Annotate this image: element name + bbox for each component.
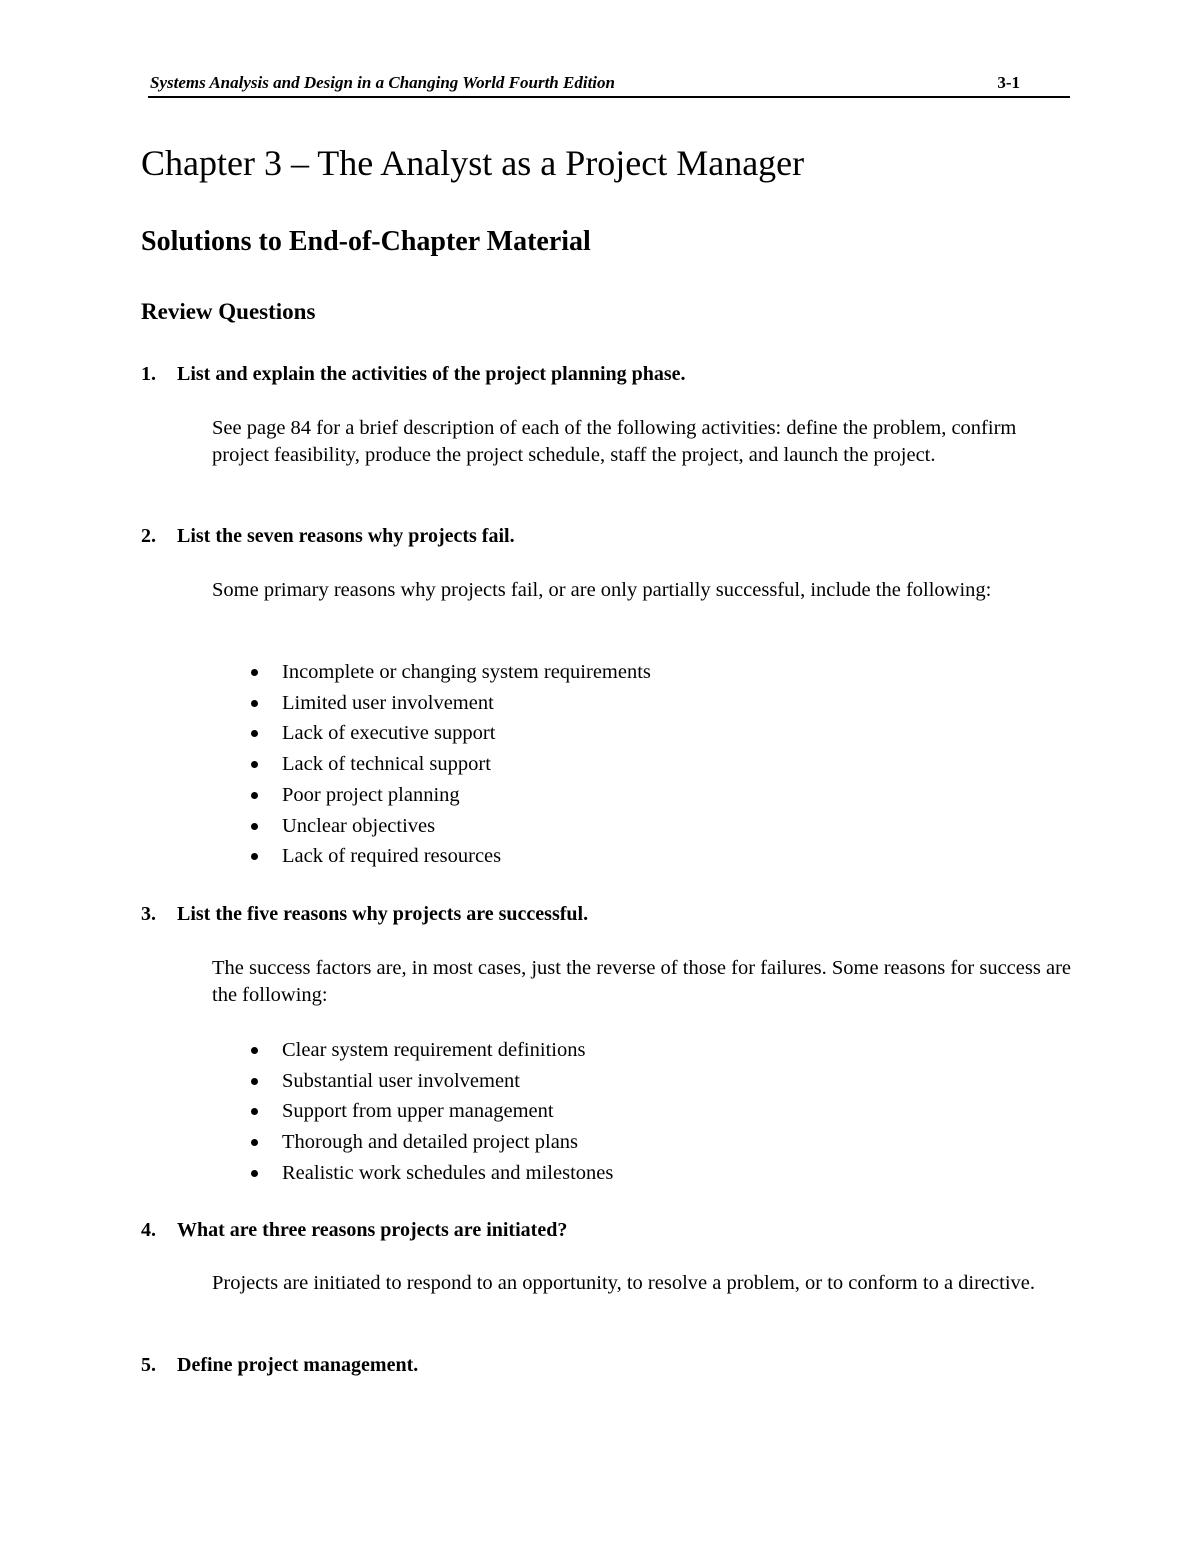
list-item (248, 718, 651, 749)
bullet-icon (251, 792, 258, 799)
list-item-text: Unclear objectives (282, 814, 436, 837)
list-item-text: Limited user involvement (282, 691, 494, 714)
question-text: List and explain the activities of the project planning phase. (177, 363, 686, 385)
list-item (248, 811, 651, 842)
question-1 (141, 361, 686, 388)
list-item-text: Incomplete or changing system requirements (282, 661, 651, 683)
bullet-icon (251, 700, 258, 707)
bullet-list-failure-reasons (248, 657, 651, 872)
list-item-text: Realistic work schedules and milestones (282, 1161, 614, 1184)
subsection-title: Review Questions (141, 299, 316, 324)
list-item (248, 688, 651, 719)
answer-4: Projects are initiated to respond to an opportunity, to resolve a problem, or to conform to a directive. (212, 1272, 1036, 1294)
question-text: List the seven reasons why projects fail. (177, 525, 515, 547)
bullet-icon (251, 823, 258, 830)
list-item (248, 1066, 613, 1097)
bullet-icon (251, 1108, 258, 1115)
list-item-text: Support from upper management (282, 1100, 554, 1123)
question-text: Define project management. (177, 1354, 419, 1376)
question-number: 1. (141, 363, 156, 385)
bullet-icon (251, 730, 258, 737)
list-item-text: Clear system requirement definitions (282, 1039, 586, 1061)
chapter-title: Chapter 3 – The Analyst as a Project Manager (141, 143, 805, 183)
list-item (248, 1158, 613, 1189)
question-text: List the five reasons why projects are successful. (177, 903, 589, 925)
bullet-list-success-reasons (248, 1035, 613, 1189)
answer-1: See page 84 for a brief description of each of the following activities: define the problem, confirm project feasibility, produce the project schedule, staff the project, and launch the project. (212, 417, 1017, 466)
list-item-text: Thorough and detailed project plans (282, 1131, 579, 1154)
bullet-icon (251, 669, 258, 676)
list-item-text: Substantial user involvement (282, 1069, 520, 1092)
list-item (248, 1127, 613, 1158)
list-item-text: Lack of required resources (282, 845, 502, 868)
question-number: 2. (141, 525, 156, 547)
question-number: 3. (141, 903, 156, 925)
list-item (248, 1035, 613, 1066)
question-3 (141, 901, 588, 928)
page-number: 3-1 (997, 73, 1020, 92)
section-title: Solutions to End-of-Chapter Material (141, 226, 591, 257)
list-item-text: Poor project planning (282, 783, 460, 806)
question-5 (141, 1352, 418, 1379)
list-item (248, 780, 651, 811)
bullet-icon (251, 1078, 258, 1085)
question-text: What are three reasons projects are initiated? (177, 1219, 568, 1241)
question-number: 4. (141, 1219, 156, 1241)
question-number: 5. (141, 1354, 156, 1376)
bullet-icon (251, 1047, 258, 1054)
answer-3: The success factors are, in most cases, just the reverse of those for failures. Some reasons for success are the following: (212, 957, 1071, 1006)
list-item (248, 657, 651, 688)
list-item-text: Lack of technical support (282, 753, 491, 776)
list-item-text: Lack of executive support (282, 722, 496, 745)
answer-2: Some primary reasons why projects fail, or are only partially successful, include the following: (212, 579, 992, 601)
list-item (248, 1096, 613, 1127)
running-header (148, 70, 1070, 98)
bullet-icon (251, 761, 258, 768)
list-item (248, 841, 651, 872)
bullet-icon (251, 1170, 258, 1177)
list-item (248, 749, 651, 780)
book-title: Systems Analysis and Design in a Changing World Fourth Edition (150, 73, 615, 92)
bullet-icon (251, 853, 258, 860)
question-4 (141, 1217, 567, 1244)
bullet-icon (251, 1139, 258, 1146)
question-2 (141, 523, 515, 550)
